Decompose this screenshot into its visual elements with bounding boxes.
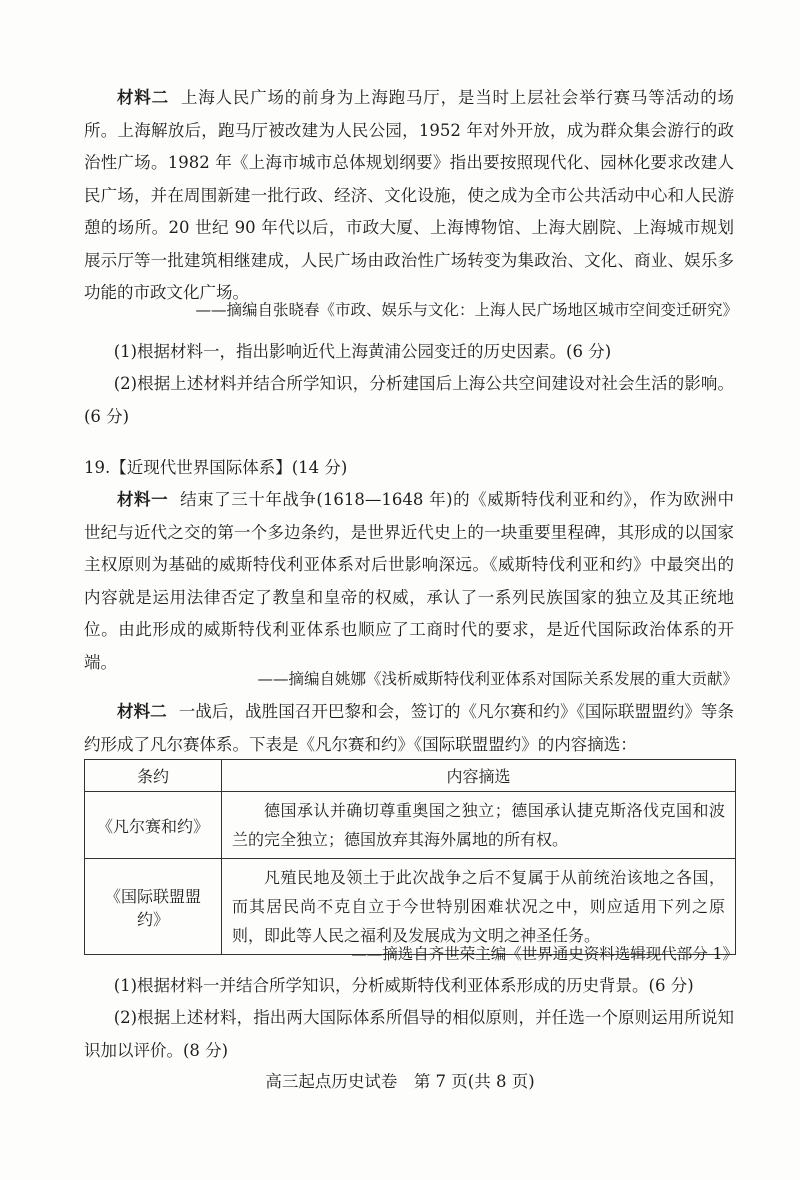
q19-material2-paragraph [84, 696, 734, 761]
table-cell-treaty: 《国际联盟盟约》 [85, 859, 222, 955]
table-row [85, 792, 736, 859]
page-footer: 高三起点历史试卷 第 7 页(共 8 页) [265, 1072, 535, 1091]
q18-material2-source: ——摘编自张晓春《市政、娱乐与文化：上海人民广场地区城市空间变迁研究》 [195, 301, 738, 319]
table-cell-treaty: 《凡尔赛和约》 [85, 792, 222, 859]
table-row [85, 859, 736, 955]
q19-material2-label: 材料二 [117, 702, 167, 721]
table-source: ——摘选自齐世荣主编《世界通史资料选辑现代部分 1》 [351, 945, 738, 963]
q18-material2-label: 材料二 [117, 88, 169, 107]
q19-material1-paragraph [84, 484, 734, 679]
q19-heading: 19.【近现代世界国际体系】(14 分) [84, 458, 348, 477]
q19-material1-source: ——摘编自姚娜《浅析威斯特伐利亚体系对国际关系发展的重大贡献》 [257, 670, 738, 688]
q18-question-2: (2)根据上述材料并结合所学知识，分析建国后上海公共空间建设对社会生活的影响。(6 分) [84, 374, 734, 426]
table-header-treaty: 条约 [85, 760, 222, 792]
table-header-content: 内容摘选 [222, 760, 736, 792]
table-cell-content: 凡殖民地及领土于此次战争之后不复属于从前统治该地之各国，而其居民尚不克自立于今世特别困难状况之中，则应适用下列之原则，即此等人民之福利及发展成为文明之神圣任务。 [222, 859, 736, 955]
q19-material1-label: 材料一 [117, 490, 169, 509]
q19-question-1: (1)根据材料一并结合所学知识，分析威斯特伐利亚体系形成的历史背景。(6 分) [113, 976, 694, 995]
table-header-row [85, 760, 736, 792]
q19-question-2: (2)根据上述材料，指出两大国际体系所倡导的相似原则，并任选一个原则运用所说知识加以评价。(8 分) [84, 1008, 734, 1060]
q18-material2-paragraph [84, 82, 734, 310]
q19-material2-text: 一战后，战胜国召开巴黎和会，签订的《凡尔赛和约》《国际联盟盟约》等条约形成了凡尔赛体系。下表是《凡尔赛和约》《国际联盟盟约》的内容摘选： [84, 702, 735, 754]
q19-material1-text: 结束了三十年战争(1618—1648 年)的《威斯特伐利亚和约》，作为欧洲中世纪与近代之交的第一个多边条约，是世界近代史上的一块重要里程碑，其形成的以国家主权原则为基础的威斯特伐利亚体系对后世影响深远。《威斯特伐利亚和约》中最突出的内容就是运用法律否定了教皇和皇帝的权威，承认了一系列民族国家的独立及其正统地位。由此形成的威斯特伐利亚体系也顺应了工商时代的要求，是近代国际政治体系的开端。 [84, 490, 735, 672]
q18-question-1: (1)根据材料一，指出影响近代上海黄浦公园变迁的历史因素。(6 分) [113, 342, 612, 361]
q18-material2-text: 上海人民广场的前身为上海跑马厅，是当时上层社会举行赛马等活动的场所。上海解放后，跑马厅被改建为人民公园，1952 年对外开放，成为群众集会游行的政治性广场。1982 年《上海市城市总体规划纲要》指出要按照现代化、园林化要求改建人民广场，并在周围新建一批行政、经济、文化设施，使之成为全市公共活动中心和人民游憩的场所。20 世纪 90 年代以后，市政大厦、上海博物馆、上海大剧院、上海城市规划展示厅等一批建筑相继建成，人民广场由政治性广场转变为集政治、文化、商业、娱乐多功能的市政文化广场。 [84, 88, 735, 302]
table-cell-content: 德国承认并确切尊重奥国之独立；德国承认捷克斯洛伐克国和波兰的完全独立；德国放弃其海外属地的所有权。 [222, 792, 736, 859]
treaty-table [84, 759, 736, 955]
